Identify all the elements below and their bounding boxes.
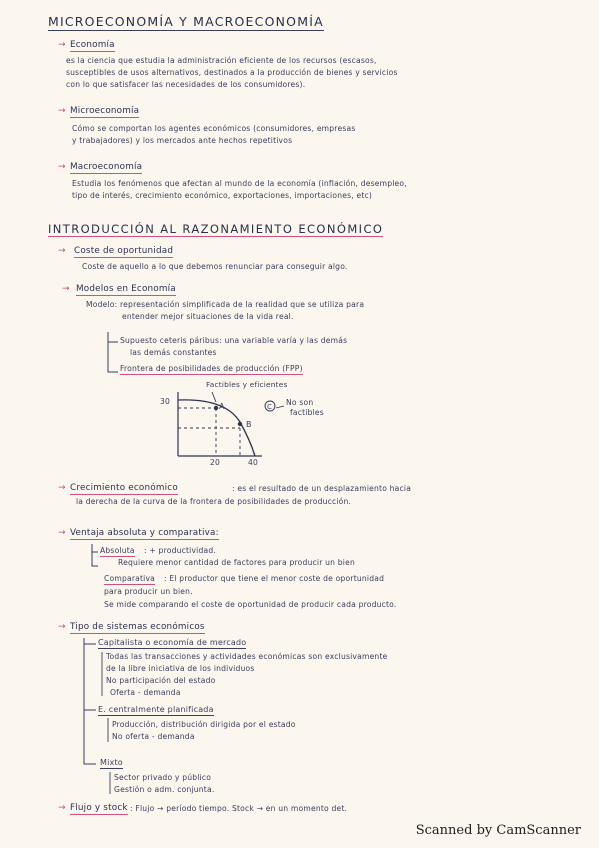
graph-point-a-dot bbox=[214, 406, 218, 410]
economia-line-3: con lo que satisfacer las necesidades de los consumidores). bbox=[66, 80, 306, 89]
graph-point-c: C bbox=[267, 403, 273, 411]
modelos-line-1: Modelo: representación simplificada de la realidad que se utiliza para bbox=[86, 300, 365, 309]
graph-pointer-c bbox=[276, 406, 284, 408]
arrow-icon: → bbox=[58, 622, 66, 632]
graph-point-b-dot bbox=[238, 422, 242, 426]
centralizada-item-2: No oferta - demanda bbox=[112, 732, 195, 741]
graph-point-c-circle bbox=[265, 401, 275, 411]
arrow-icon: → bbox=[58, 40, 66, 50]
coste-heading: Coste de oportunidad bbox=[74, 246, 174, 256]
graph-point-a: A bbox=[219, 402, 225, 411]
comparativa-text: : El productor que tiene el menor coste de oportunidad bbox=[164, 574, 385, 583]
supuesto-line-1: Supuesto ceteris páribus: una variable varía y las demás bbox=[120, 336, 348, 345]
flujo-text: : Flujo → período tiempo. Stock → en un momento det. bbox=[130, 804, 348, 813]
fpp-graph bbox=[178, 392, 284, 456]
capitalista-item-3: No participación del estado bbox=[106, 676, 216, 685]
flujo-heading: Flujo y stock bbox=[70, 803, 128, 813]
capitalista-item-4: Oferta - demanda bbox=[110, 688, 181, 697]
supuesto-line-2: las demás constantes bbox=[130, 348, 217, 357]
micro-line-2: y trabajadores) y los mercados ante hechos repetitivos bbox=[72, 136, 293, 145]
sistemas-heading: Tipo de sistemas económicos bbox=[70, 622, 205, 632]
graph-point-b: B bbox=[246, 420, 252, 429]
economia-line-2: susceptibles de usos alternativos, destinados a la producción de bienes y servicios bbox=[66, 68, 398, 77]
arrow-icon: → bbox=[58, 483, 66, 493]
coste-line: Coste de aquello a lo que debemos renunciar para conseguir algo. bbox=[82, 262, 348, 271]
mixto-item-2: Gestión o adm. conjunta. bbox=[114, 785, 215, 794]
comparativa-label: Comparativa bbox=[104, 574, 156, 583]
crecimiento-line-1: : es el resultado de un desplazamiento hacia bbox=[232, 484, 412, 493]
absoluta-text: : + productividad. bbox=[144, 546, 216, 555]
ventaja-bracket bbox=[92, 544, 98, 566]
modelos-heading: Modelos en Economía bbox=[76, 284, 176, 294]
sistemas-bracket bbox=[84, 638, 96, 764]
arrow-icon: → bbox=[62, 284, 70, 294]
macro-heading: Macroeconomía bbox=[70, 162, 143, 172]
crecimiento-heading: Crecimiento económico bbox=[70, 483, 178, 493]
page-title: MICROECONOMÍA Y MACROECONOMÍA bbox=[48, 14, 324, 29]
micro-line-1: Cómo se comportan los agentes económicos (consumidores, empresas bbox=[72, 124, 356, 133]
graph-pointer bbox=[212, 392, 216, 402]
mixto-item-1: Sector privado y público bbox=[114, 773, 212, 782]
mixto-label: Mixto bbox=[100, 758, 123, 767]
macro-line-2: tipo de interés, crecimiento económico, exportaciones, importaciones, etc) bbox=[72, 191, 373, 200]
macro-line-1: Estudia los fenómenos que afectan al mundo de la economía (inflación, desempleo, bbox=[72, 179, 407, 188]
absoluta-line-2: Requiere menor cantidad de factores para producir un bien bbox=[118, 558, 355, 567]
economia-heading: Economía bbox=[70, 40, 115, 50]
graph-x-tick-2: 40 bbox=[248, 458, 259, 467]
absoluta-label: Absoluta bbox=[100, 546, 135, 555]
arrow-icon: → bbox=[58, 246, 66, 256]
graph-y-tick: 30 bbox=[160, 397, 171, 406]
arrow-icon: → bbox=[58, 803, 66, 813]
camscanner-watermark: Scanned by CamScanner bbox=[415, 823, 581, 838]
frontera-heading: Frontera de posibilidades de producción (FPP) bbox=[120, 364, 303, 373]
economia-line-1: es la ciencia que estudia la administración eficiente de los recursos (escasos, bbox=[66, 56, 377, 65]
centralizada-item-1: Producción, distribución dirigida por el estado bbox=[112, 720, 296, 729]
arrow-icon: → bbox=[58, 162, 66, 172]
graph-label-efficient: Factibles y eficientes bbox=[206, 380, 288, 389]
centralizada-label: E. centralmente planificada bbox=[98, 705, 214, 714]
capitalista-item-2: de la libre iniciativa de los individuos bbox=[106, 664, 255, 673]
graph-label-not-2: factibles bbox=[290, 408, 324, 417]
crecimiento-line-2: la derecha de la curva de la frontera de posibilidades de producción. bbox=[76, 497, 352, 506]
arrow-icon: → bbox=[58, 106, 66, 116]
graph-label-not: No son bbox=[286, 398, 314, 407]
modelos-bracket bbox=[108, 332, 118, 372]
modelos-line-2: entender mejor situaciones de la vida real. bbox=[122, 312, 294, 321]
capitalista-item-1: Todas las transacciones y actividades económicas son exclusivamente bbox=[106, 652, 388, 661]
ventaja-heading: Ventaja absoluta y comparativa: bbox=[70, 528, 219, 538]
section-subtitle: INTRODUCCIÓN AL RAZONAMIENTO ECONÓMICO bbox=[48, 222, 384, 236]
graph-x-tick-1: 20 bbox=[210, 458, 221, 467]
comparativa-line-2: para producir un bien. bbox=[104, 587, 193, 596]
capitalista-label: Capitalista o economía de mercado bbox=[98, 638, 247, 647]
arrow-icon: → bbox=[58, 528, 66, 538]
comparativa-line-3: Se mide comparando el coste de oportunidad de producir cada producto. bbox=[104, 600, 397, 609]
micro-heading: Microeconomía bbox=[70, 106, 140, 116]
